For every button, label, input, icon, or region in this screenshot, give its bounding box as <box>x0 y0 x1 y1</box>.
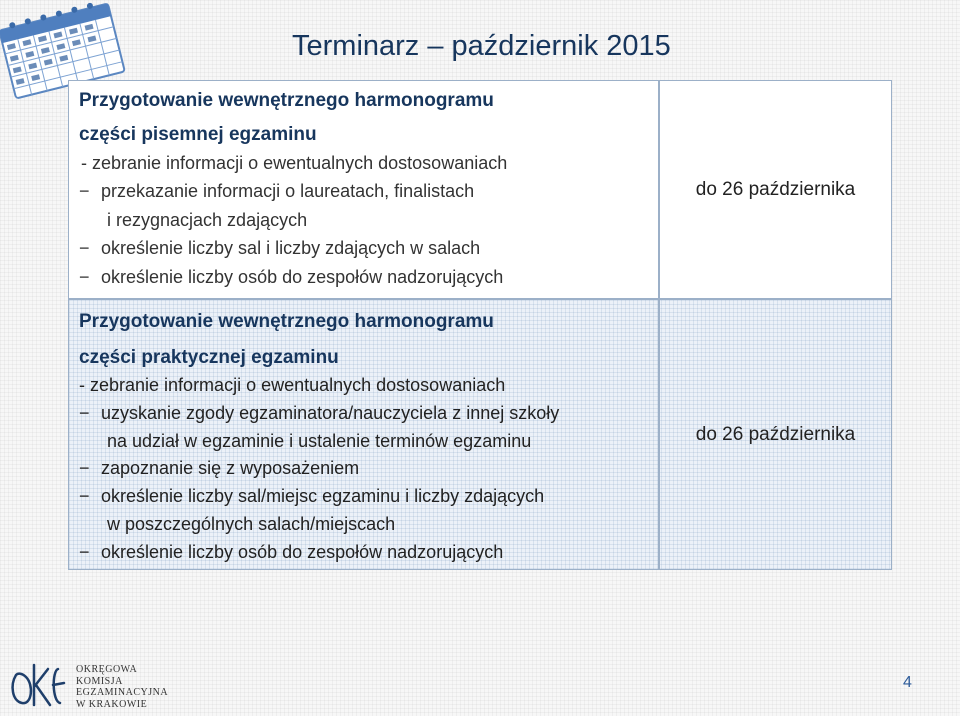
section-heading: części pisemnej egzaminu <box>79 124 317 145</box>
task-cell <box>69 300 658 569</box>
dash-bullet-icon: − <box>79 458 90 479</box>
deadline-text: do 26 października <box>695 178 856 200</box>
table-row-written-exam <box>69 81 891 300</box>
list-item: − określenie liczby sal/miejsc egzaminu i liczby zdających <box>79 483 658 511</box>
list-item: - zebranie informacji o ewentualnych dostosowaniach <box>79 375 506 395</box>
slide-title: Terminarz – październik 2015 <box>292 30 671 62</box>
dash-bullet-icon: − <box>79 486 90 507</box>
table-row-practical-exam <box>69 300 891 569</box>
organization-name-line: EGZAMINACYJNA <box>76 687 169 698</box>
organization-name <box>76 664 168 710</box>
list-item: − zapoznanie się z wyposażeniem <box>79 455 658 483</box>
list-item: na udział w egzaminie i ustalenie terminów egzaminu <box>107 430 532 451</box>
deadline-text: do 26 października <box>695 423 856 445</box>
schedule-table <box>68 80 892 570</box>
section-heading: Przygotowanie wewnętrznego harmonogramu <box>79 90 494 111</box>
list-item: − określenie liczby osób do zespołów nadzorujących <box>79 263 658 291</box>
list-item: − określenie liczby sal i liczby zdających w salach <box>79 234 658 262</box>
dash-bullet-icon: − <box>79 541 90 562</box>
deadline-cell <box>658 81 891 298</box>
list-item: i rezygnacjach zdających <box>107 209 308 230</box>
list-item: − przekazanie informacji o laureatach, finalistach <box>79 177 658 205</box>
organization-name-line: W KRAKOWIE <box>76 698 148 710</box>
list-item: − uzyskanie zgody egzaminatora/nauczyciela z innej szkoły <box>79 400 658 428</box>
task-cell <box>69 81 658 298</box>
dash-bullet-icon: − <box>79 181 90 202</box>
dash-bullet-icon: − <box>79 402 90 423</box>
section-heading: części praktycznej egzaminu <box>79 347 339 368</box>
list-item: w poszczególnych salach/miejscach <box>107 513 396 534</box>
deadline-cell <box>658 300 891 569</box>
dash-bullet-icon: − <box>79 266 90 287</box>
list-item: - zebranie informacji o ewentualnych dostosowaniach <box>81 153 508 173</box>
organization-name-line: OKRĘGOWA <box>76 664 138 675</box>
oke-logo <box>8 655 68 711</box>
page-number: 4 <box>903 674 912 691</box>
organization-name-line: KOMISJA <box>76 675 123 687</box>
dash-bullet-icon: − <box>79 238 90 259</box>
list-item: − określenie liczby osób do zespołów nadzorujących <box>79 539 658 567</box>
section-heading: Przygotowanie wewnętrznego harmonogramu <box>79 311 494 332</box>
